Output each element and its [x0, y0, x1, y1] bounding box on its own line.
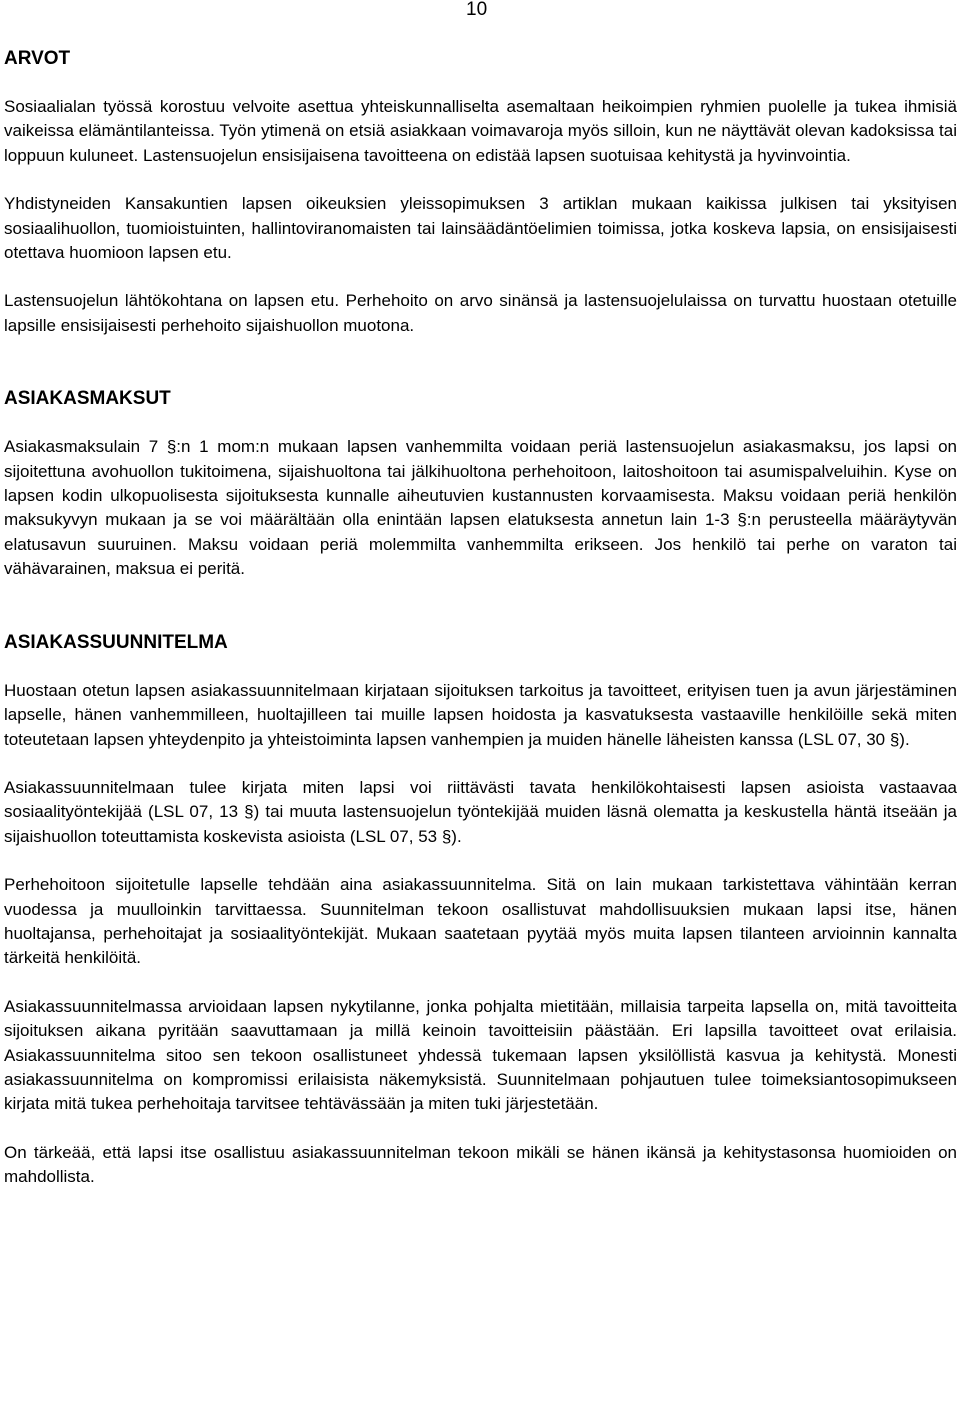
paragraph: Yhdistyneiden Kansakuntien lapsen oikeuksien yleissopimuksen 3 artiklan mukaan kaikissa julkisen tai yksityisen sosiaalihuollon, tuomioistuinten, hallintoviranomaisten tai lainsäädäntöelimien toimissa, jotka koskeva lapsia, on ensisijaisesti otettava huomioon lapsen etu. — [4, 194, 957, 263]
section-heading-asiakassuunnitelma: ASIAKASSUUNNITELMA — [4, 631, 228, 653]
paragraph: Asiakassuunnitelmaan tulee kirjata miten lapsi voi riittävästi tavata henkilökohtaisesti lapsen asioista vastaavaa sosiaalityöntekijää (LSL 07, 13 §) tai muuta lastensuojelun työntekijää muiden läsnä olematta ja keskustella häntä itseään ja sijaishuollon toteuttamista koskevista asioista (LSL 07, 53 §). — [4, 777, 957, 846]
paragraph: Lastensuojelun lähtökohtana on lapsen etu. Perhehoito on arvo sinänsä ja lastensuojelulaissa on turvattu huostaan otetuille lapsille ensisijaisesti perhehoito sijaishuollon muotona. — [4, 291, 957, 335]
page-number: 10 — [466, 0, 488, 20]
document-body — [4, 47, 957, 1190]
section-heading-arvot: ARVOT — [4, 48, 71, 69]
paragraph: Huostaan otetun lapsen asiakassuunnitelmaan kirjataan sijoituksen tarkoitus ja tavoitteet, erityisen tuen ja avun järjestäminen lapselle, hänen vanhemmilleen, huoltajilleen tai muille lapsen hoidosta ja kasvatuksesta vastaaville henkilöille sekä miten toteutetaan lapsen yhteydenpito ja yhteistoiminta lapsen vanhempien ja muiden hänelle läheisten kanssa (LSL 07, 30 §). — [4, 680, 957, 749]
paragraph: Asiakassuunnitelmassa arvioidaan lapsen nykytilanne, jonka pohjalta mietitään, millaisia tarpeita lapsella on, mitä tavoitteita sijoituksen aikana pyritään saavuttamaan ja millä keinoin tavoitteisiin päästään. Eri lapsilla tavoitteet ovat erilaisia. Asiakassuunnitelma sitoo sen tekoon osallistuneet yhdessä tukemaan lapsen yksilöllistä kasvua ja kehitystä. Monesti asiakassuunnitelma on kompromissi erilaisista näkemyksistä. Suunnitelmaan pohjautuen tulee toimeksiantosopimukseen kirjata mitä tukea perhehoitaja tarvitsee tehtävässään ja miten tuki järjestetään. — [4, 996, 957, 1114]
paragraph: Asiakasmaksulain 7 §:n 1 mom:n mukaan lapsen vanhemmilta voidaan periä lastensuojelun asiakasmaksu, jos lapsi on sijoitettuna avohuollon tukitoimena, sijaishuoltona tai jälkihuoltona perhehoitoon, laitoshoitoon tai asumispalveluihin. Kyse on lapsen kodin ulkopuolisesta sijoituksesta kunnalle aiheutuvien kustannusten korvaamisesta. Maksu voidaan periä henkilön maksukyvyn mukaan ja se voi määrältään olla enintään lapsen elatuksesta annetun lain 1-3 §:n perusteella määräytyvän elatusavun suuruinen. Maksu voidaan periä molemmilta vanhemmilta erikseen. Jos henkilö tai perhe on varaton tai vähävarainen, maksua ei peritä. — [4, 437, 957, 579]
paragraph: On tärkeää, että lapsi itse osallistuu asiakassuunnitelman tekoon mikäli se hänen ikänsä ja kehitystasonsa huomioiden on mahdollista. — [4, 1142, 957, 1187]
paragraph: Sosiaalialan työssä korostuu velvoite asettua yhteiskunnalliselta asemaltaan heikoimpien ryhmien puolelle ja tukea ihmisiä vaikeissa elämäntilanteissa. Työn ytimenä on etsiä asiakkaan voimavaroja myös silloin, kun ne näyttävät olevan kadoksissa tai loppuun kuluneet. Lastensuojelun ensisijaisena tavoitteena on edistää lapsen suotuisaa kehitystä ja hyvinvointia. — [4, 97, 957, 165]
section-heading-asiakasmaksut: ASIAKASMAKSUT — [4, 388, 171, 410]
paragraph: Perhehoitoon sijoitetulle lapselle tehdään aina asiakassuunnitelma. Sitä on lain mukaan tarkistettava vähintään kerran vuodessa ja muulloinkin tarvittaessa. Suunnitelman tekoon osallistuvat mahdollisuuksien mukaan lapsi itse, hänen huoltajansa, perhehoitajat ja sosiaalityöntekijät. Mukaan saatetaan pyytää myös muita lapsen tilanteen arvioinnin kannalta tärkeitä henkilöitä. — [4, 875, 957, 968]
